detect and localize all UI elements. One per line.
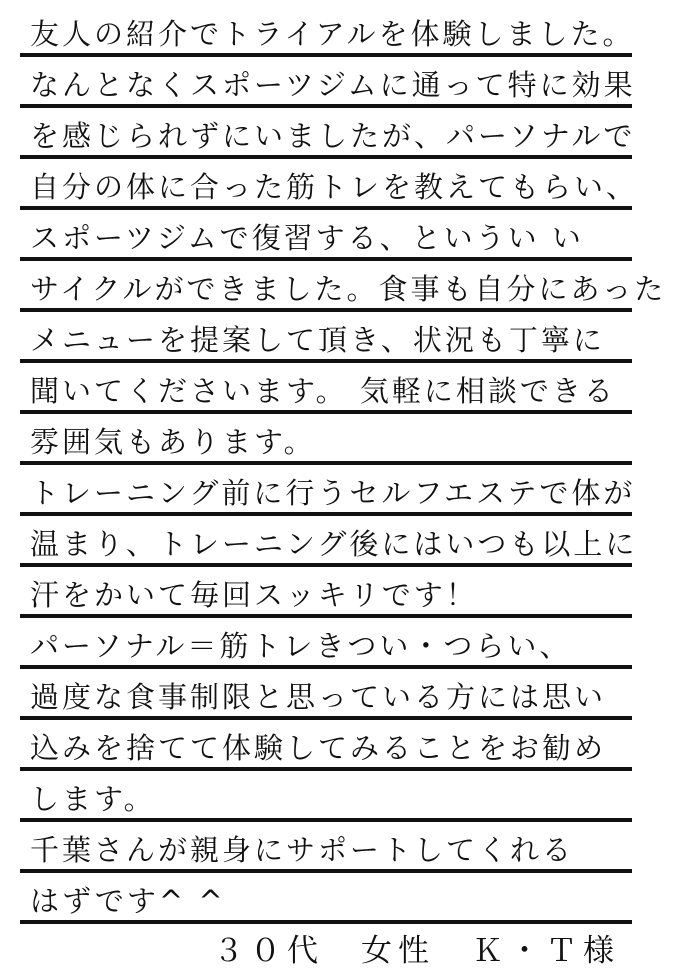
ruled-line-13 <box>20 618 632 669</box>
ruled-line-3 <box>20 108 636 159</box>
testimonial-line-15: 込みを捨てて体験してみることをお勧め <box>30 731 607 765</box>
testimonial-line-7: メニューを提案して頂き、状況も丁寧に <box>30 323 605 357</box>
testimonial-line-13: パーソナル＝筋トレきつい・つらい、 <box>30 629 572 663</box>
testimonial-line-18: はずです^ ^ <box>30 884 226 918</box>
testimonial-line-14: 過度な食事制限と思っている方には思い <box>30 680 607 714</box>
ruled-line-12 <box>20 567 632 618</box>
testimonial-line-9: 雰囲気もあります。 <box>30 425 316 459</box>
ruled-line-17 <box>20 822 632 873</box>
ruled-line-7 <box>20 312 632 363</box>
ruled-line-15 <box>20 720 632 771</box>
testimonial-line-10: トレーニング前に行うセルフエステで体が <box>30 476 636 510</box>
ruled-line-11 <box>20 516 638 567</box>
testimonial-line-12: 汗をかいて毎回スッキリです！ <box>30 578 478 612</box>
ruled-line-4 <box>20 159 639 210</box>
ruled-line-8 <box>20 363 632 414</box>
testimonial-line-3: を感じられずにいましたが、パーソナルで <box>30 119 636 153</box>
testimonial-line-2: なんとなくスポーツジムに通って特に効果 <box>30 68 636 102</box>
testimonial-line-4: 自分の体に合った筋トレを教えてもらい、 <box>30 170 639 204</box>
signature: ３０代 女性 Ｋ・Ｔ様 <box>213 933 620 969</box>
testimonial-lines <box>20 0 667 924</box>
ruled-line-18 <box>20 873 632 924</box>
testimonial-line-5: スポーツジムで復習する、というい い <box>30 221 584 255</box>
ruled-line-16 <box>20 771 632 822</box>
ruled-line-14 <box>20 669 632 720</box>
ruled-line-9 <box>20 414 632 465</box>
ruled-line-6 <box>20 261 667 312</box>
testimonial-line-8: 聞いてくださいます。 気軽に相談できる <box>30 374 616 408</box>
ruled-line-10 <box>20 465 636 516</box>
testimonial-line-16: します。 <box>30 782 156 816</box>
testimonial-line-1: 友人の紹介でトライアルを体験しました。 <box>30 17 635 51</box>
ruled-line-2 <box>20 57 636 108</box>
ruled-line-1 <box>20 0 635 57</box>
testimonial-line-11: 温まり、トレーニング後にはいつも以上に <box>30 527 638 561</box>
testimonial-line-17: 千葉さんが親身にサポートしてくれる <box>30 833 575 867</box>
testimonial-line-6: サイクルができました。食事も自分にあった <box>30 272 667 306</box>
ruled-line-5 <box>20 210 632 261</box>
